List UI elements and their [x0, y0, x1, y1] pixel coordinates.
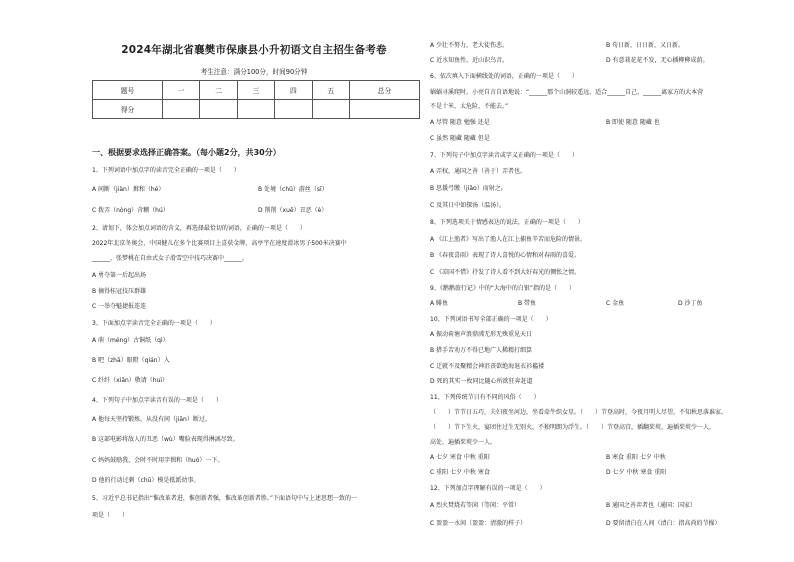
option-line: C 《凉国不惜》抒发了诗人看不到大好春光的惆怅之情。 — [430, 269, 581, 276]
question-line: 6、依次填入下面横线处的词语，正确的一项是（ ） — [430, 73, 578, 80]
option-line: B 带鱼 — [518, 300, 537, 307]
option-line: B 通国之善弈者也（通国：国家） — [606, 502, 697, 509]
option-line: B 这部电影将敌人的丑恶（wù）嘴脸表现得淋漓尽致。 — [92, 436, 239, 443]
question-line: 11、下列传统节日有不同的风俗（ ） — [430, 394, 540, 401]
question-line: 4、下列句子中加点字读音有误的一项是（ ） — [92, 397, 222, 404]
question-line: 高处，遍插茱萸少一人。 — [430, 439, 497, 446]
table-cell: 题号 — [93, 81, 163, 100]
score-input-cell[interactable] — [200, 100, 237, 119]
option-line: A 烈火焚烧若等闲（等闲：平常） — [430, 502, 521, 509]
option-line: B 《春夜喜雨》表现了诗人喜悦的心情和对春雨的喜爱。 — [430, 252, 581, 259]
score-input-cell[interactable] — [163, 100, 200, 119]
table-cell: 五 — [312, 81, 349, 100]
question-line: 9、《鹅鹅旅行记》中的“大海中的白银”指的是（ ） — [430, 285, 576, 292]
score-input-cell[interactable] — [275, 100, 312, 119]
option-line: A 勇夺第一后起出场 — [92, 272, 147, 279]
option-line: B 苟日新，日日新，又日新。 — [606, 42, 685, 49]
option-line: A 间断（jiàn）揖和（hé） — [92, 186, 165, 193]
option-line: A 弄权，通国之善（善于）弄者也。 — [430, 168, 527, 175]
option-line: B 即使 随意 随藏 也 — [606, 119, 660, 126]
page-title: 2024年湖北省襄樊市保康县小升初语文自主招生备考卷 — [121, 44, 387, 56]
question-line: ______，张梦桃在自由式女子滑雪空中技巧决赛中______。 — [92, 255, 249, 262]
option-line: C 迁就不及聚精会神沮丧欲绝海退衣衫褴褛 — [430, 363, 545, 370]
score-table-header-row — [93, 81, 420, 100]
option-line: A 振动荷塘声浪鼎沸无形无殊重见天日 — [430, 331, 533, 338]
score-input-cell[interactable] — [349, 100, 419, 119]
option-line: C 金鱼 — [606, 300, 625, 307]
option-line: C 妈妈鼓励我，会时不时用字揖和（huó）一下。 — [92, 457, 224, 464]
option-line: A 尽管 随意 勉强 还是 — [430, 119, 490, 126]
question-line: 2022年北京冬奥会，中国健儿在多个比赛项目上喜获金牌，高亭宇在速度滑冰男子500米决赛中 — [92, 240, 347, 247]
score-input-cell[interactable] — [312, 100, 349, 119]
exam-note: 考生注意：满分100分，时间90分钟 — [200, 68, 308, 76]
option-line: A 《江上渔者》写出了渔人在江上捕鱼辛苦而危险的情景。 — [430, 236, 587, 243]
question-line: 项是（ ） — [92, 512, 129, 519]
option-line: D 要留清白在人间（清白：指高尚的节操） — [606, 520, 721, 527]
option-line: A 七夕 寒食 中秋 重阳 — [430, 454, 490, 461]
option-line: C 纤纤（xiān）敬请（huì） — [92, 377, 169, 384]
question-line: 不是十米，太危险，不能去。” — [430, 103, 509, 110]
table-cell: 一 — [163, 81, 200, 100]
option-line: C 重阳 七夕 中秋 寒食 — [430, 469, 490, 476]
question-line: 2、请划下，体会加点词语的含义，再选择最恰切的词语，正确的一项是（ ） — [92, 225, 306, 232]
table-cell: 三 — [237, 81, 274, 100]
question-line: 1、下列词语中加点字的读音完全正确的一项是（ ） — [92, 167, 240, 174]
option-line: A 他每天坚持锻炼，从没有间（jiān）断过。 — [92, 416, 211, 423]
option-line: D 他的行动过剩（chū）模是抵派幼事。 — [92, 477, 200, 484]
table-cell: 二 — [200, 81, 237, 100]
question-line: 3、下面加点字读音完全正确的一项是（ ） — [92, 320, 216, 327]
option-line: C 近水知鱼性，近山识鸟音。 — [430, 57, 509, 64]
score-input-cell[interactable] — [237, 100, 274, 119]
right-column — [430, 0, 770, 562]
question-line: （ ）节节日五巧，夫妇夜坐河边，坐看牵牛织女星。（ ）节登高时，今夜月明人尽望，不知秋思落谁家。 — [430, 409, 728, 416]
left-column — [88, 0, 420, 562]
option-line: A 萌（méng）古铜纸（qì） — [92, 337, 169, 344]
option-line: B 吧（zhā）眼瞪（qián）入 — [92, 357, 170, 364]
table-cell: 四 — [275, 81, 312, 100]
option-line: B 摘得桂冠技压群雄 — [92, 288, 147, 295]
question-line: （ ）节下生火，宴团住过生无别火，不独明朗为浮生。（ ）节登高宫，插翻茱萸，遍插茱萸少一人， — [430, 424, 716, 431]
option-line: B 思援弓缴（jiǎo）而射之。 — [430, 185, 507, 192]
option-line: D 死的其实一枚同比随心所欲狂奔赶道 — [430, 378, 533, 385]
option-line: B 寒食 重阳 七夕 中秋 — [606, 454, 666, 461]
option-line: C 虽然 随藏 随藏 但是 — [430, 135, 490, 142]
option-line: C 及其日中如探汤（温汤）。 — [430, 202, 506, 209]
question-line: 8、下列选项关于情感表达的说法，正确的一项是（ ） — [430, 219, 584, 226]
question-line: 12、下列加点字理解有误的一项是（ ） — [430, 485, 546, 492]
question-line: 7、下列句子中加点字读音或字义正确的一项是（ ） — [430, 152, 578, 159]
option-line: D 有意栽花花不发，无心插柳柳成荫。 — [606, 57, 709, 64]
section-heading: 一、根据要求选择正确答案。（每小题2分，共30分） — [92, 148, 281, 157]
option-line: C 盈盈一水间（盈盈：清澈的样子） — [430, 520, 527, 527]
option-line: D 沙丁鱼 — [678, 300, 703, 307]
option-line: C 拨弄（nòng）含糊（hú） — [92, 207, 169, 214]
question-line: 5、习近平总书记指出“惟改革者进，惟创新者强，惟改革创新者胜。”下面语句中与上述思想一致的一 — [92, 495, 358, 502]
table-cell: 总分 — [349, 81, 419, 100]
option-line: A 少壮不努力，老大徒伤悲。 — [430, 42, 509, 49]
question-line: 10、下列词语书写全部正确的一项是（ ） — [430, 316, 552, 323]
option-line: A 鲱鱼 — [430, 300, 449, 307]
option-line: D 削削（xuē）丑恶（è） — [258, 207, 328, 214]
table-cell: 得分 — [93, 100, 163, 119]
question-line: 蜗蜗寻溪爬时，小亮自言自语地说：“______那个山洞较遥远，适合______自己，______离家方的大本营 — [430, 89, 704, 96]
option-line: C 一举夺魁捷报连连 — [92, 303, 147, 310]
option-line: B 处境（chǔ）游丝（sī） — [258, 186, 328, 193]
score-table — [92, 80, 420, 119]
option-line: B 措手苦劝万不得已地广人稀精打细算 — [430, 347, 533, 354]
score-table-score-row — [93, 100, 420, 119]
option-line: D 七夕 中秋 寒食 重阳 — [606, 469, 667, 476]
